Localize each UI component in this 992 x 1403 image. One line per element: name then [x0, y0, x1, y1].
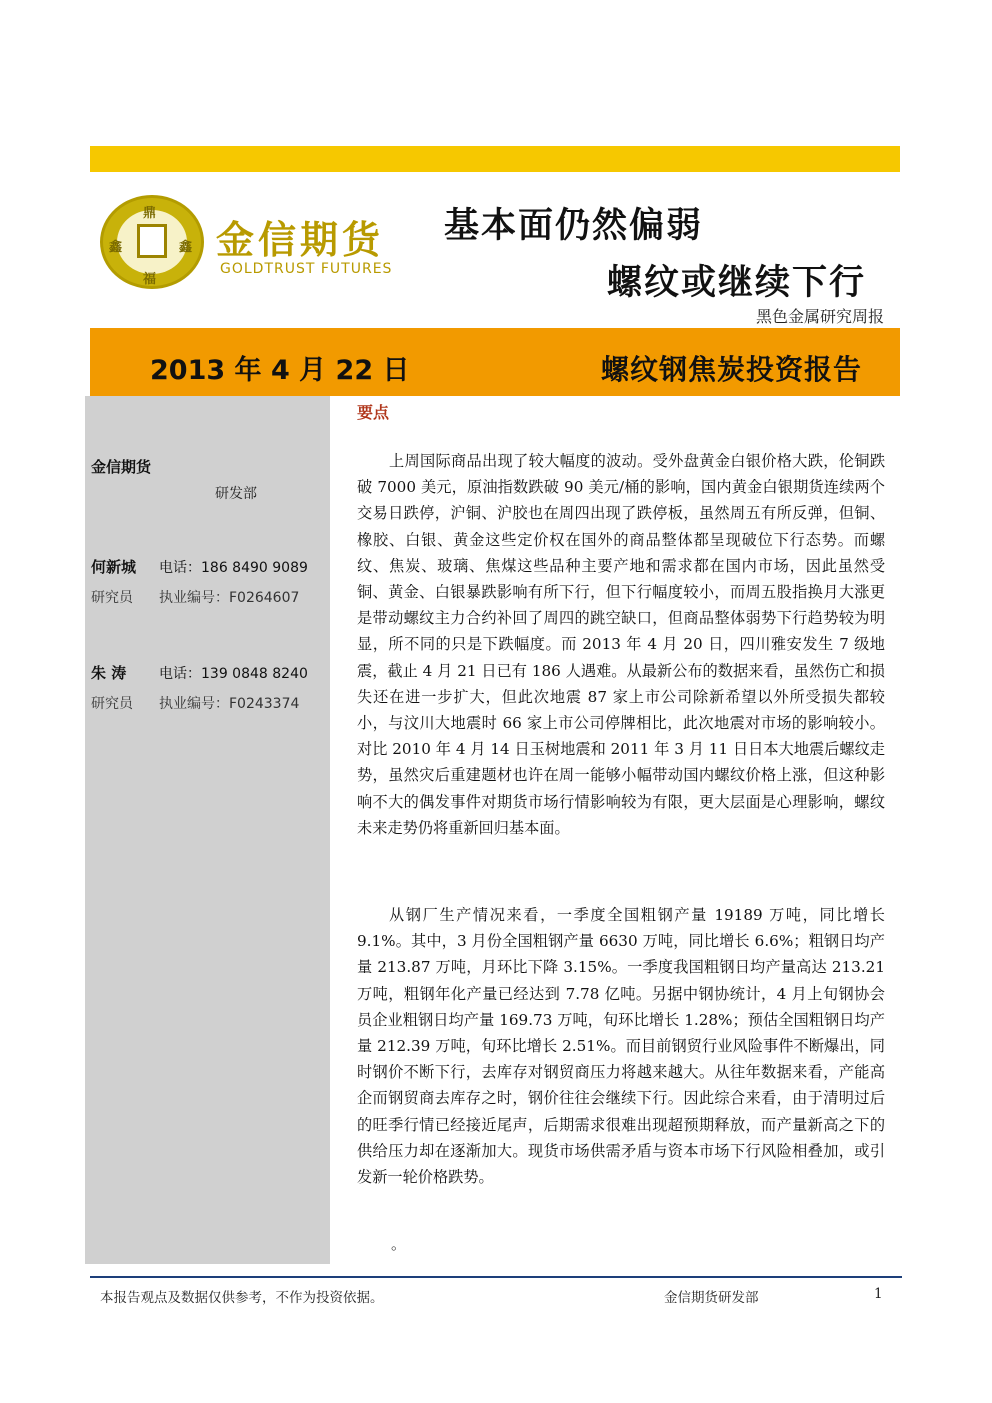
analyst-license: 执业编号：F0264607 [159, 590, 300, 606]
report-title-line2: 螺纹或继续下行 [607, 262, 867, 303]
analyst-role: 研究员 [91, 590, 133, 606]
top-accent-bar [90, 146, 900, 172]
report-date: 2013 年 4 月 22 日 [150, 355, 410, 386]
coin-char-left: 鑫 [109, 240, 123, 255]
author-sidebar [85, 396, 330, 1264]
footer-department: 金信期货研发部 [664, 1290, 759, 1306]
analyst-name: 何新城 [91, 558, 137, 576]
company-logo [98, 195, 428, 290]
report-name: 螺纹钢焦炭投资报告 [600, 353, 862, 386]
analyst-license: 执业编号：F0243374 [159, 696, 300, 712]
logo-name-cn: 金信期货 [216, 218, 385, 262]
coin-char-top: 鼎 [143, 206, 157, 221]
key-points-heading: 要点 [357, 403, 390, 422]
body-paragraph: 从钢厂生产情况来看，一季度全国粗钢产量 19189 万吨，同比增长 9.1%。其中，3 月份全国粗钢产量 6630 万吨，同比增长 6.6%；粗钢日均产量 213.87 万吨，月环比下降 3.15%。一季度我国粗钢日均产量高达 213.21 万吨，粗钢年化产量已经达到 7.78 亿吨。另据中钢协统计，4 月上旬钢协会员企业粗钢日均产量 169.73 万吨，旬环比增长 1.28%；预估全国粗钢日均产量 212.39 万吨，旬环比增长 2.51%。而目前钢贸行业风险事件不断爆出，同时钢价不断下行，去库存对钢贸商压力将越来越大。从往年数据来看，产能高企而钢贸商去库存之时，钢价往往会继续下行。因此综合来看，由于清明过后的旺季行情已经接近尾声，后期需求很难出现超预期释放，而产量新高之下的供给压力却在逐渐加大。现货市场供需矛盾与资本市场下行风险相叠加，或引发新一轮价格跌势。 [357, 906, 885, 1187]
report-subtitle: 黑色金属研究周报 [755, 307, 884, 326]
page-number: 1 [874, 1286, 883, 1302]
sidebar-department: 研发部 [215, 486, 257, 502]
trailing-mark: 。 [391, 1235, 407, 1253]
report-title-line1: 基本面仍然偏弱 [444, 205, 704, 246]
footer-disclaimer: 本报告观点及数据仅供参考，不作为投资依据。 [100, 1290, 384, 1306]
body-paragraph: 上周国际商品出现了较大幅度的波动。受外盘黄金白银价格大跌，伦铜跌破 7000 美元，原油指数跌破 90 美元/桶的影响，国内黄金白银期货连续两个交易日跌停，沪铜、沪胶也在周四出现了跌停板，虽然周五有所反弹，但铜、橡胶、白银、黄金这些定价权在国外的商品整体都呈现破位下行态势。而螺纹、焦炭、玻璃、焦煤这些品种主要产地和需求都在国内市场，因此虽然受铜、黄金、白银暴跌影响有所下行，但下行幅度较小，而周五股指换月大涨更是带动螺纹主力合约补回了周四的跳空缺口，但商品整体弱势下行趋势较为明显，所不同的只是下跌幅度。而 2013 年 4 月 20 日，四川雅安发生 7 级地震，截止 4 月 21 日已有 186 人遇难。从最新公布的数据来看，虽然伤亡和损失还在进一步扩大，但此次地震 87 家上市公司除新希望以外所受损失都较小，与汶川大地震时 66 家上市公司停牌相比，此次地震对市场的影响较小。对比 2010 年 4 月 14 日玉树地震和 2011 年 3 月 11 日日本大地震后螺纹走势，虽然灾后重建题材也许在周一能够小幅带动国内螺纹价格上涨，但这种影响不大的偶发事件对期货市场行情影响较为有限，更大层面是心理影响，螺纹未来走势仍将重新回归基本面。 [357, 452, 885, 837]
footer-divider [90, 1276, 902, 1278]
analyst-role: 研究员 [91, 696, 133, 712]
analyst-phone: 电话：186 8490 9089 [159, 560, 308, 576]
analyst-card [91, 556, 308, 607]
coin-emblem-icon [100, 195, 204, 289]
coin-char-right: 鑫 [179, 240, 193, 255]
analyst-phone: 电话：139 0848 8240 [159, 666, 308, 682]
sidebar-company: 金信期货 [91, 458, 152, 476]
coin-char-bottom: 福 [143, 272, 157, 287]
analyst-name: 朱 涛 [91, 664, 127, 682]
date-banner [90, 328, 900, 396]
logo-name-en: GOLDTRUST FUTURES [220, 261, 393, 277]
analyst-card [91, 662, 308, 713]
